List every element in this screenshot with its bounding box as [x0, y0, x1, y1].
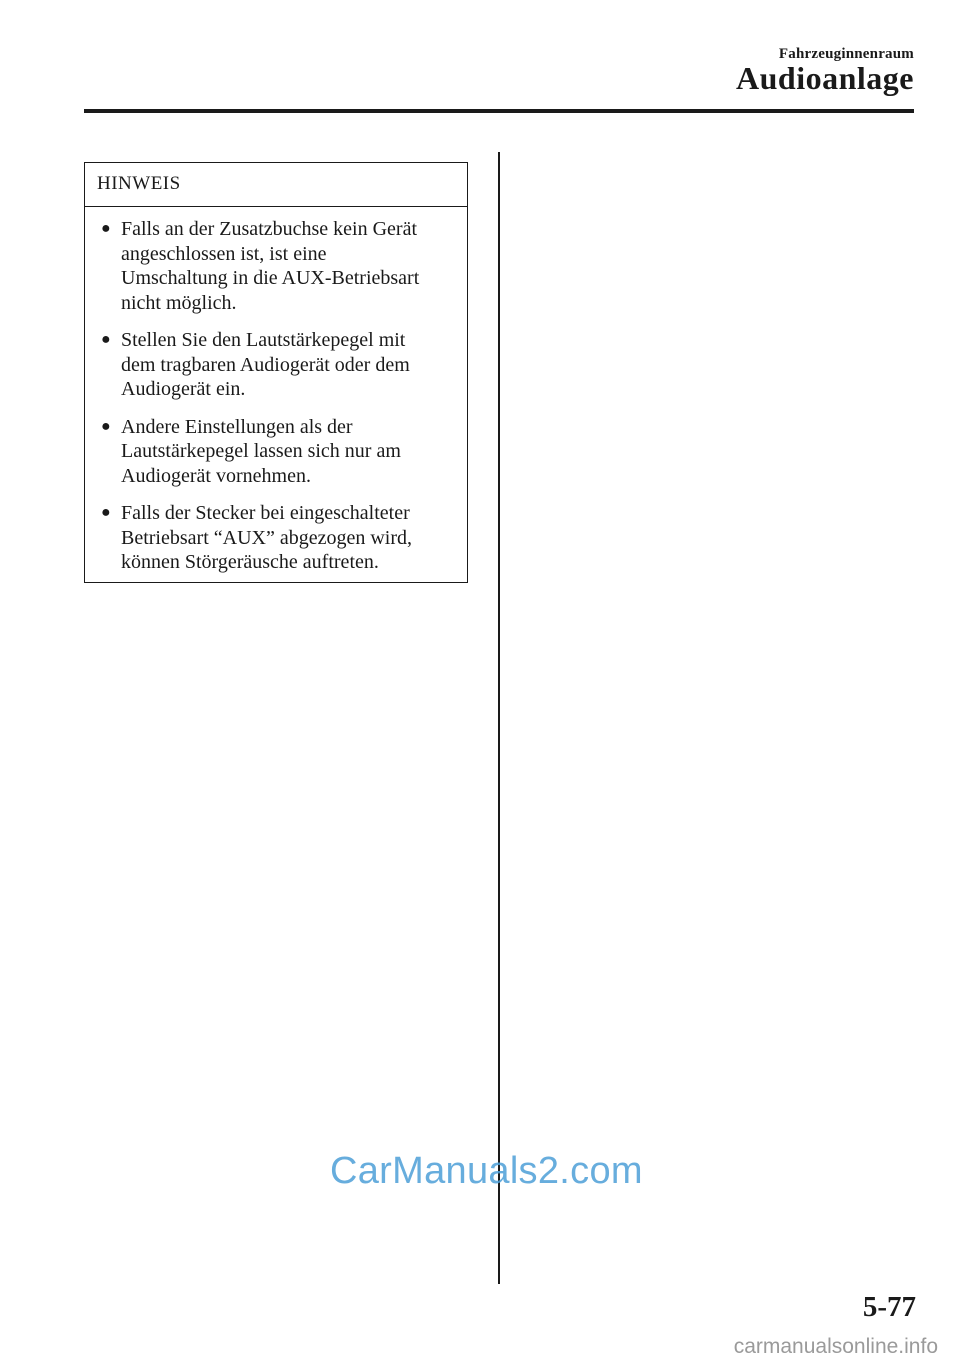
- note-item: [101, 328, 461, 402]
- note-line: Lautstärkepegel lassen sich nur am: [121, 440, 401, 462]
- bullet-icon: ●: [101, 220, 111, 237]
- note-line: Falls der Stecker bei eingeschalteter: [121, 502, 410, 524]
- note-line: Stellen Sie den Lautstärkepegel mit: [121, 329, 406, 351]
- note-line: angeschlossen ist, ist eine: [121, 242, 327, 265]
- bullet-icon: ●: [101, 331, 111, 348]
- note-line: dem tragbaren Audiogerät oder dem: [121, 353, 410, 376]
- note-line: Audiogerät ein.: [121, 378, 246, 400]
- note-line: nicht möglich.: [121, 291, 237, 314]
- note-box: [84, 162, 468, 583]
- footer-watermark: carmanualsonline.info: [733, 1335, 938, 1358]
- page-title: Audioanlage: [736, 60, 914, 96]
- note-line: Falls an der Zusatzbuchse kein Gerät: [121, 218, 418, 240]
- note-line: Andere Einstellungen als der: [121, 415, 353, 438]
- note-line: Audiogerät vornehmen.: [121, 464, 311, 487]
- note-list: [85, 207, 467, 575]
- bullet-icon: ●: [101, 417, 111, 435]
- column-divider: [498, 152, 500, 1284]
- header-rule: [84, 109, 914, 113]
- note-line: können Störgeräusche auftreten.: [121, 551, 379, 573]
- note-heading: HINWEIS: [85, 163, 467, 207]
- note-item: [101, 501, 461, 575]
- note-line: Betriebsart “AUX” abgezogen wird,: [121, 526, 412, 549]
- watermark-logo: CarManuals2.com: [330, 1150, 643, 1192]
- note-line: Umschaltung in die AUX-Betriebsart: [121, 267, 420, 289]
- note-item: [101, 415, 461, 489]
- section-label: Fahrzeuginnenraum: [778, 46, 914, 62]
- page-number: 5-77: [862, 1291, 916, 1323]
- note-item: [101, 217, 461, 315]
- bullet-icon: ●: [101, 504, 111, 521]
